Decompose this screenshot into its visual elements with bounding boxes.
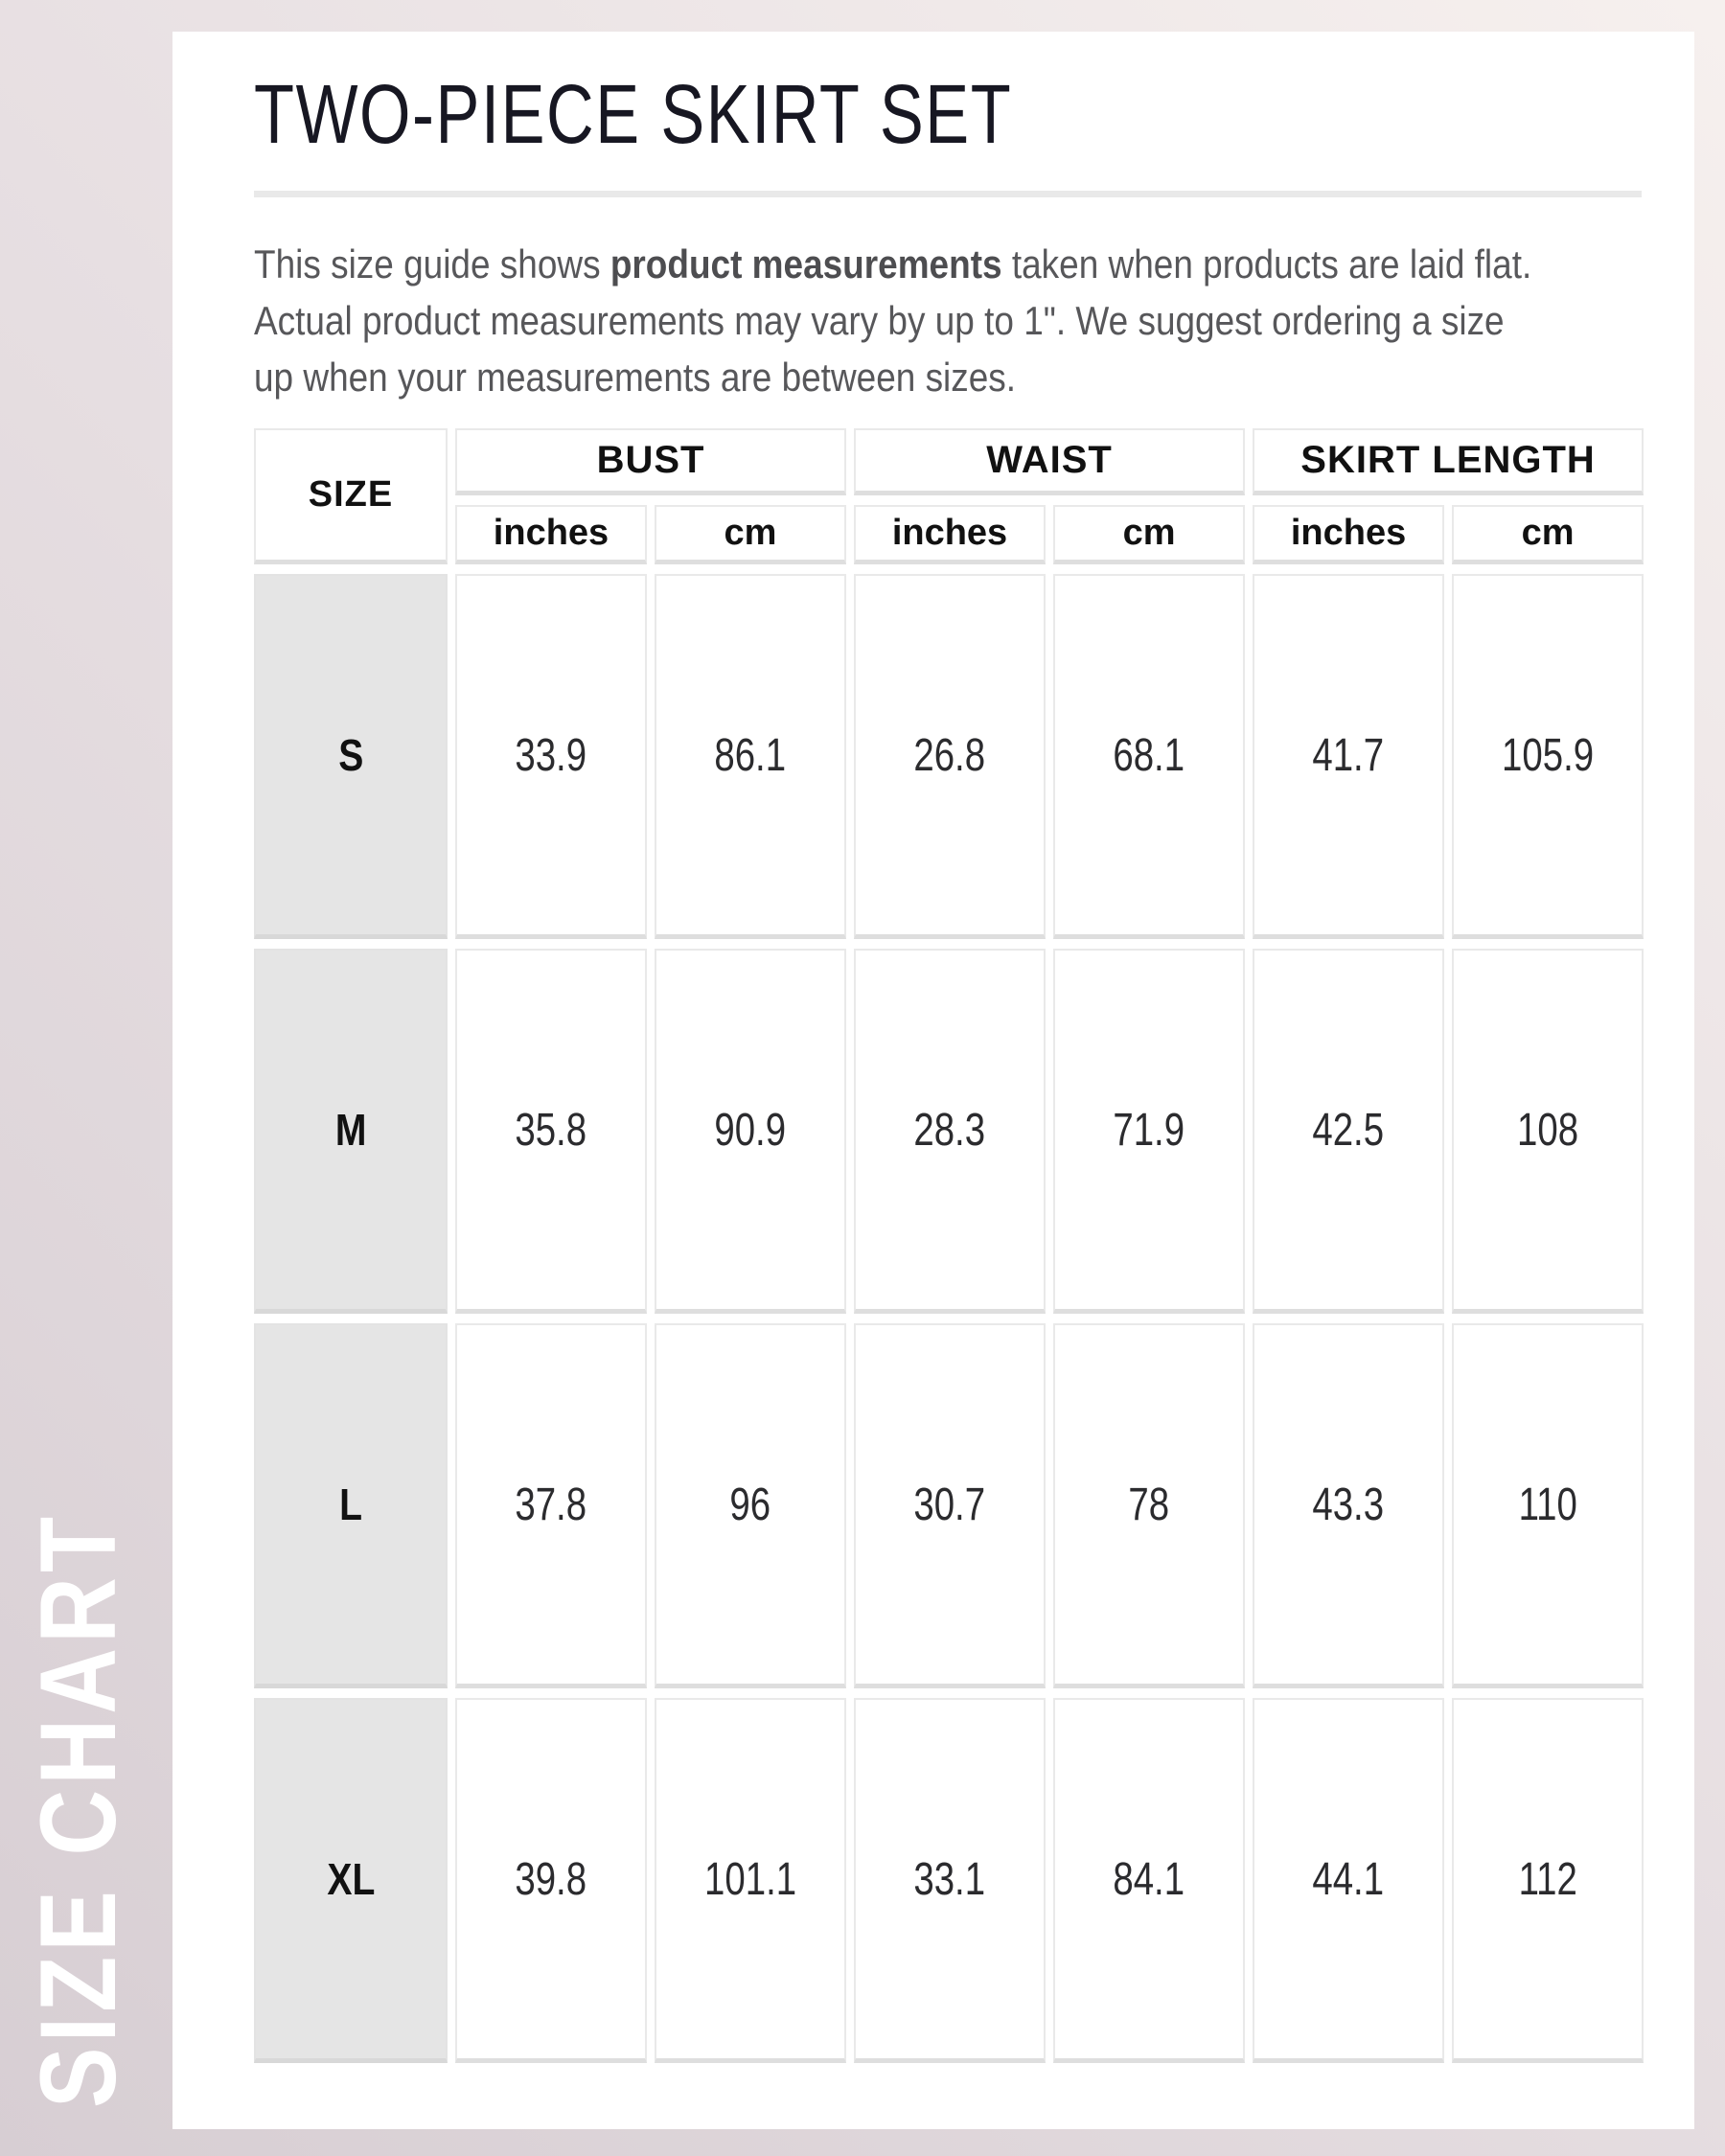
description-line-1 <box>254 236 1642 292</box>
unit-header-skirt-inches: inches <box>1253 505 1444 564</box>
value-bust-inches: 33.9 <box>455 574 647 939</box>
description-line-2 <box>254 292 1642 349</box>
description-text: This size guide shows <box>254 241 610 287</box>
description-text: up when your measurements are between sizes. <box>254 355 1017 400</box>
value-waist-inches: 30.7 <box>854 1323 1046 1688</box>
value-skirt-cm: 105.9 <box>1452 574 1644 939</box>
unit-header-skirt-cm: cm <box>1452 505 1644 564</box>
value-bust-inches: 37.8 <box>455 1323 647 1688</box>
value-waist-cm: 71.9 <box>1053 949 1245 1314</box>
unit-header-bust-cm: cm <box>655 505 846 564</box>
value-skirt-cm: 112 <box>1452 1698 1644 2063</box>
size-chart-vertical-label: SIZE CHART <box>18 1511 138 2108</box>
group-header-waist: WAIST <box>854 428 1245 495</box>
table-row-xl <box>254 1698 1644 2063</box>
unit-header-waist-cm: cm <box>1053 505 1245 564</box>
value-bust-inches: 35.8 <box>455 949 647 1314</box>
table-unit-header-row <box>254 505 1644 564</box>
value-skirt-inches: 43.3 <box>1253 1323 1444 1688</box>
value-waist-cm: 84.1 <box>1053 1698 1245 2063</box>
size-label: XL <box>254 1698 448 2063</box>
page-title <box>254 70 1642 160</box>
unit-header-waist-inches: inches <box>854 505 1046 564</box>
value-waist-inches: 28.3 <box>854 949 1046 1314</box>
size-column-header: SIZE <box>254 428 448 564</box>
value-waist-inches: 26.8 <box>854 574 1046 939</box>
value-waist-cm: 78 <box>1053 1323 1245 1688</box>
page-title-text: TWO-PIECE SKIRT SET <box>254 68 1013 161</box>
value-bust-cm: 90.9 <box>655 949 846 1314</box>
value-bust-inches: 39.8 <box>455 1698 647 2063</box>
value-bust-cm: 101.1 <box>655 1698 846 2063</box>
size-guide-description <box>254 236 1642 405</box>
group-header-skirt-length: SKIRT LENGTH <box>1253 428 1644 495</box>
description-text: taken when products are laid flat. <box>1001 241 1532 287</box>
value-skirt-cm: 110 <box>1452 1323 1644 1688</box>
title-divider <box>254 191 1642 197</box>
description-line-3 <box>254 349 1642 405</box>
value-skirt-cm: 108 <box>1452 949 1644 1314</box>
unit-header-bust-inches: inches <box>455 505 647 564</box>
value-waist-inches: 33.1 <box>854 1698 1046 2063</box>
size-label: S <box>254 574 448 939</box>
table-row-m <box>254 949 1644 1314</box>
size-table <box>246 419 1651 2073</box>
description-text: Actual product measurements may vary by up to 1". We suggest ordering a size <box>254 298 1505 343</box>
value-waist-cm: 68.1 <box>1053 574 1245 939</box>
description-bold-text: product measurements <box>610 241 1002 287</box>
table-row-l <box>254 1323 1644 1688</box>
size-label: L <box>254 1323 448 1688</box>
table-row-s <box>254 574 1644 939</box>
value-skirt-inches: 44.1 <box>1253 1698 1444 2063</box>
size-label: M <box>254 949 448 1314</box>
value-skirt-inches: 42.5 <box>1253 949 1444 1314</box>
value-bust-cm: 96 <box>655 1323 846 1688</box>
group-header-bust: BUST <box>455 428 846 495</box>
value-skirt-inches: 41.7 <box>1253 574 1444 939</box>
table-group-header-row <box>254 428 1644 495</box>
value-bust-cm: 86.1 <box>655 574 846 939</box>
size-guide-card <box>172 32 1694 2129</box>
